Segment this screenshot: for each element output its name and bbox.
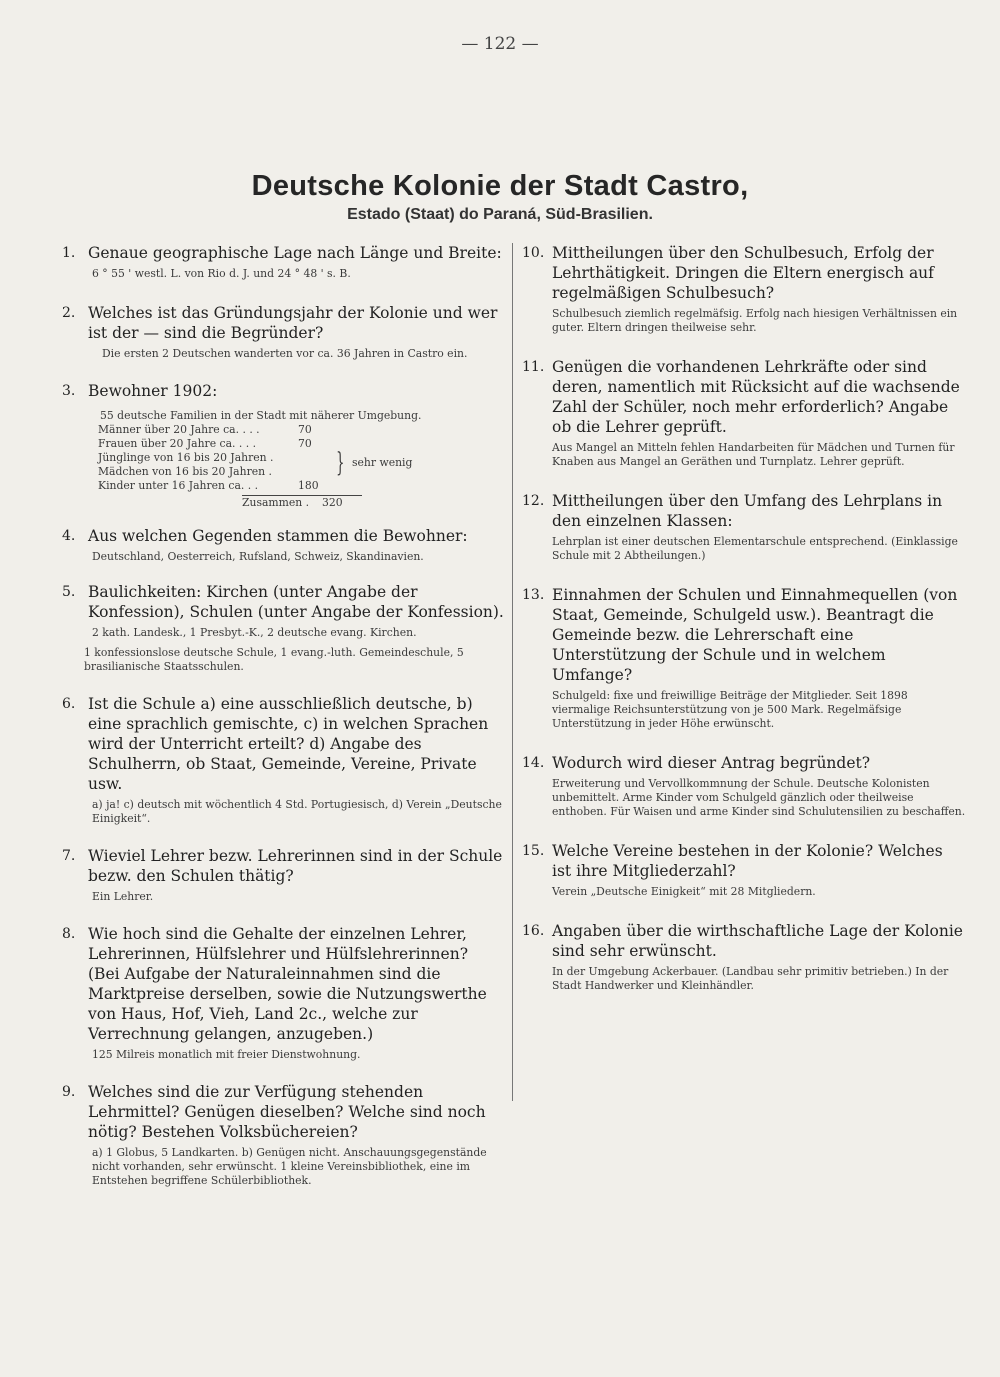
answer-text: a) ja! c) deutsch mit wöchentlich 4 Std. Portugiesisch, d) Verein „Deutsche Einigkeit“.: [92, 798, 502, 825]
population-row: [98, 423, 328, 437]
question-number: 11.: [522, 359, 545, 375]
population-row: [98, 451, 328, 465]
question-number: 2.: [62, 305, 76, 321]
question: [62, 582, 504, 622]
answer: [522, 965, 966, 993]
answer-text: 55 deutsche Familien in der Stadt mit näherer Umgebung.: [100, 409, 422, 422]
question-text: Welche Vereine bestehen in der Kolonie? Welches ist ihre Mitgliederzahl?: [552, 842, 943, 880]
question-number: 12.: [522, 493, 545, 509]
question: [62, 694, 504, 794]
question: [62, 303, 504, 343]
question-number: 7.: [62, 848, 76, 864]
left-column: [62, 243, 504, 1202]
answer: [62, 550, 504, 564]
answer: [62, 1146, 504, 1188]
brace-note: sehr wenig: [352, 456, 413, 469]
question-text: Mittheilungen über den Umfang des Lehrplans in den einzelnen Klassen:: [552, 492, 943, 530]
page-number: — 122 —: [461, 34, 539, 54]
question-section: [62, 582, 504, 674]
question-number: 16.: [522, 923, 545, 939]
question: [522, 491, 966, 531]
answer: [522, 441, 966, 469]
question-number: 1.: [62, 245, 76, 261]
answer-text: Aus Mangel an Mitteln fehlen Handarbeiten für Mädchen und Turnen für Knaben aus Mangel an Geräthen und Turnplatz. Lehrer geprüft.: [552, 441, 955, 468]
question-section: [522, 753, 966, 819]
total-value: 320: [322, 496, 343, 509]
question-text: Genügen die vorhandenen Lehrkräfte oder sind deren, namentlich mit Rücksicht auf die wachsende Zahl der Schüler, noch mehr erforderlich? Angabe ob die Lehrer geprüft.: [552, 358, 960, 436]
question-section: [62, 924, 504, 1062]
question-section: [62, 846, 504, 904]
answer: [62, 409, 504, 423]
population-label: Kinder unter 16 Jahren ca. . .: [98, 479, 259, 492]
brace-symbol: }: [336, 448, 345, 478]
question: [522, 585, 966, 685]
question-section: [62, 243, 504, 281]
total-label: Zusammen .: [242, 496, 310, 509]
question-section: [62, 303, 504, 361]
answer: [522, 307, 966, 335]
population-value: [298, 451, 328, 465]
question-section: [522, 491, 966, 563]
question-number: 14.: [522, 755, 545, 771]
question-text: Genaue geographische Lage nach Länge und Breite:: [88, 244, 502, 262]
answer-text: Die ersten 2 Deutschen wanderten vor ca. 36 Jahren in Castro ein.: [102, 347, 468, 360]
answer-text: Deutschland, Oesterreich, Rufsland, Schweiz, Skandinavien.: [92, 550, 424, 563]
answer-text: Schulbesuch ziemlich regelmäfsig. Erfolg nach hiesigen Verhältnissen ein guter. Eltern dringen theilweise sehr.: [552, 307, 958, 334]
question-number: 13.: [522, 587, 545, 603]
question-text: Einnahmen der Schulen und Einnahmequellen (von Staat, Gemeinde, Schulgeld usw.). Beantragt die Gemeinde bezw. die Lehrerschaft eine Unterstützung der Schule und in welchem Umfange?: [552, 586, 958, 684]
population-row: [98, 465, 328, 479]
question-section: [62, 381, 504, 510]
answer-text: Verein „Deutsche Einigkeit“ mit 28 Mitgliedern.: [552, 885, 816, 898]
question-number: 4.: [62, 528, 76, 544]
question: [62, 381, 504, 401]
answer: [522, 777, 966, 819]
population-row: [98, 479, 328, 493]
question: [522, 753, 966, 773]
question-text: Welches ist das Gründungsjahr der Kolonie und wer ist der — sind die Begründer?: [88, 304, 498, 342]
question-section: [62, 526, 504, 564]
question: [522, 841, 966, 881]
question-section: [522, 585, 966, 731]
population-label: Mädchen von 16 bis 20 Jahren .: [98, 465, 272, 478]
answer-text: In der Umgebung Ackerbauer. (Landbau sehr primitiv betrieben.) In der Stadt Handwerker und Kleinhändler.: [552, 965, 949, 992]
question: [522, 243, 966, 303]
question: [62, 1082, 504, 1142]
question: [522, 357, 966, 437]
answer-text: 2 kath. Landesk., 1 Presbyt.-K., 2 deutsche evang. Kirchen.: [92, 626, 417, 639]
question-number: 5.: [62, 584, 76, 600]
population-value: 70: [298, 437, 312, 450]
question-section: [62, 694, 504, 826]
question-number: 9.: [62, 1084, 76, 1100]
population-table: [62, 423, 504, 510]
question-text: Ist die Schule a) eine ausschließlich deutsche, b) eine sprachlich gemischte, c) in welchen Sprachen wird der Unterricht erteilt? d) Angabe des Schulherrn, ob Staat, Gemeinde, Vereine, Private usw.: [88, 695, 489, 793]
question-section: [522, 841, 966, 899]
question-section: [62, 1082, 504, 1188]
answer: [62, 347, 504, 361]
answer-text: 1 konfessionslose deutsche Schule, 1 evang.-luth. Gemeindeschule, 5 brasilianische Staatsschulen.: [84, 646, 464, 673]
population-label: Männer über 20 Jahre ca. . . .: [98, 423, 260, 436]
answer-text: Erweiterung und Vervollkommnung der Schule. Deutsche Kolonisten unbemittelt. Arme Kinder vom Schulgeld gänzlich oder theilweise enthoben. Für Waisen und arme Kinder sind Schulutensilien zu beschaffen.: [552, 777, 966, 818]
page-subtitle: Estado (Staat) do Paraná, Süd-Brasilien.: [347, 206, 653, 223]
question-section: [522, 243, 966, 335]
question-text: Aus welchen Gegenden stammen die Bewohner:: [88, 527, 468, 545]
answer: [62, 798, 504, 826]
population-label: Frauen über 20 Jahre ca. . . .: [98, 437, 257, 450]
answer: [62, 626, 504, 640]
question-number: 10.: [522, 245, 545, 261]
question-number: 8.: [62, 926, 76, 942]
question-number: 3.: [62, 383, 76, 399]
question: [522, 921, 966, 961]
question: [62, 243, 504, 263]
question-text: Wodurch wird dieser Antrag begründet?: [552, 754, 871, 772]
answer-text: Schulgeld: fixe und freiwillige Beiträge der Mitglieder. Seit 1898 viermalige Reichsunterstützung von je 500 Mark. Regelmäfsige Unterstützung in jeder Höhe erwünscht.: [552, 689, 908, 730]
population-label: Jünglinge von 16 bis 20 Jahren .: [98, 451, 274, 464]
question-text: Mittheilungen über den Schulbesuch, Erfolg der Lehrthätigkeit. Dringen die Eltern energisch auf regelmäßigen Schulbesuch?: [552, 244, 934, 302]
answer: [522, 535, 966, 563]
column-divider: [512, 243, 513, 1101]
question-number: 15.: [522, 843, 545, 859]
answer: [522, 689, 966, 731]
population-value: 180: [298, 479, 319, 492]
question-text: Wie hoch sind die Gehalte der einzelnen Lehrer, Lehrerinnen, Hülfslehrer und Hülfslehrerinnen? (Bei Aufgabe der Naturaleinnahmen sind die Marktpreise derselben, sowie die Nutzungswerthe von Haus, Hof, Vieh, Land 2c., welche zur Verrechnung gelangen, anzugeben.): [88, 925, 487, 1043]
question-text: Angaben über die wirthschaftliche Lage der Kolonie sind sehr erwünscht.: [552, 922, 963, 960]
answer-text: 125 Milreis monatlich mit freier Dienstwohnung.: [92, 1048, 361, 1061]
answer-text: a) 1 Globus, 5 Landkarten. b) Genügen nicht. Anschauungsgegenstände nicht vorhanden, sehr erwünscht. 1 kleine Vereinsbibliothek, eine im Entstehen begriffene Schülerbibliothek.: [92, 1146, 487, 1187]
question-section: [522, 357, 966, 469]
answer: [62, 1048, 504, 1062]
answer: [62, 890, 504, 904]
answer: [62, 646, 504, 674]
population-total-row: [98, 496, 352, 510]
question: [62, 526, 504, 546]
answer-text: Ein Lehrer.: [92, 890, 154, 903]
page-title: Deutsche Kolonie der Stadt Castro,: [251, 170, 749, 202]
question-text: Bewohner 1902:: [88, 382, 218, 400]
question-text: Welches sind die zur Verfügung stehenden Lehrmittel? Genügen dieselben? Welche sind noch nötig? Bestehen Volksbüchereien?: [88, 1083, 486, 1141]
answer-text: 6 ° 55 ' westl. L. von Rio d. J. und 24 ° 48 ' s. B.: [92, 267, 351, 280]
answer: [522, 885, 966, 899]
population-value: 70: [298, 423, 312, 436]
right-column: [522, 243, 966, 1007]
question-text: Baulichkeiten: Kirchen (unter Angabe der Konfession), Schulen (unter Angabe der Konfession).: [88, 583, 504, 621]
answer-text: Lehrplan ist einer deutschen Elementarschule entsprechend. (Einklassige Schule mit 2 Abtheilungen.): [552, 535, 958, 562]
question: [62, 924, 504, 1044]
population-value: [298, 465, 328, 479]
answer: [62, 267, 504, 281]
question-section: [522, 921, 966, 993]
population-row: [98, 437, 328, 451]
question-number: 6.: [62, 696, 76, 712]
question: [62, 846, 504, 886]
question-text: Wieviel Lehrer bezw. Lehrerinnen sind in der Schule bezw. den Schulen thätig?: [88, 847, 503, 885]
